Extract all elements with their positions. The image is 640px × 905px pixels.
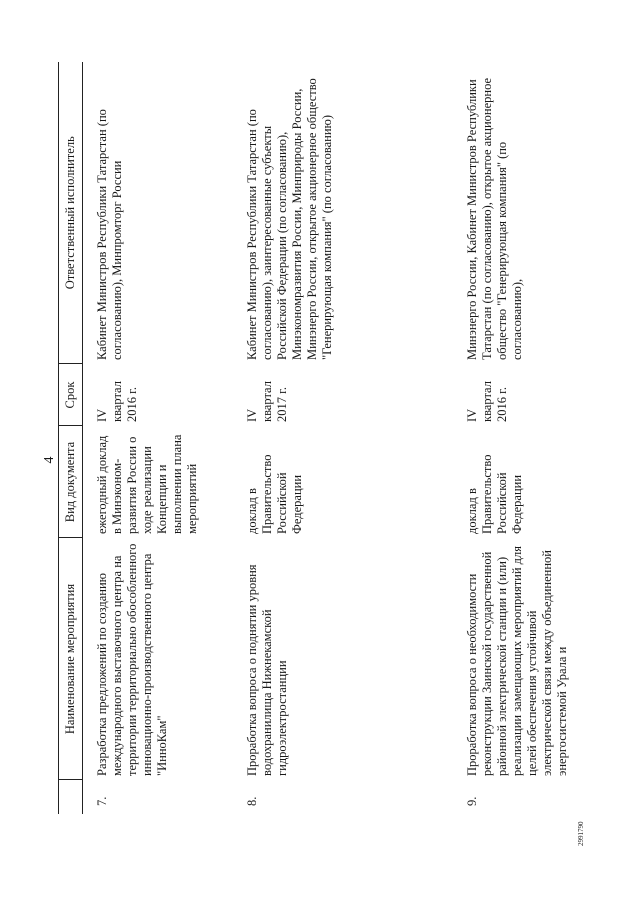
executor: Минэнерго России, Кабинет Министров Республики Татарстан (по согласованию), открытое акционерное общество "Генерирующая компания" (по согласованию), bbox=[464, 77, 524, 360]
deadline: IV квартал 2016 г. bbox=[464, 381, 509, 422]
executor: Кабинет Министров Республики Татарстан (по согласованию), заинтересованные субъекты Российской Федерации (по согласованию), Минэкономразвития России, Минприроды России, Минэнерго России, открытое акционерное общество "Генерирующая компания" (по согласованию) bbox=[244, 78, 334, 360]
deadline: IV квартал 2016 г. bbox=[95, 381, 139, 422]
executor: Кабинет Министров Республики Татарстан (по согласованию), Минпромторг России bbox=[95, 109, 124, 360]
header-measure-name: Наименование мероприятия bbox=[59, 538, 83, 780]
row-number: 9. bbox=[464, 796, 479, 806]
measure-name: Разработка предложений по созданию международного выставочного центра на территории территориально обособленного инновационно-производственного центра "ИнноКам" bbox=[95, 543, 169, 776]
deadline: IV квартал 2017 г. bbox=[244, 381, 289, 422]
document-type: ежегодный доклад в Минэкономразвития России о ходе реализации Концепции и выполнении плана мероприятий bbox=[95, 434, 199, 534]
header-document-type: Вид документа bbox=[59, 426, 83, 538]
header-deadline: Срок bbox=[59, 364, 83, 426]
measure-name: Проработка вопроса о необходимости реконструкции Заинской государственной районной электрической станции и (или) реализации замещающих мероприятий для целей обеспечения устойчивой электрической связи между объединенной энергосистемой Урала и bbox=[464, 545, 569, 776]
header-number bbox=[59, 780, 83, 814]
rotated-page bbox=[40, 52, 600, 852]
page-number: 4 bbox=[42, 456, 57, 464]
measures-table bbox=[58, 62, 576, 814]
document-type: доклад в Правительство Российской Федерации bbox=[464, 454, 524, 534]
header-executor: Ответственный исполнитель bbox=[59, 62, 83, 364]
row-number: 7. bbox=[95, 796, 109, 806]
table-row bbox=[233, 62, 453, 814]
table-row bbox=[453, 62, 576, 814]
table-header-row bbox=[59, 62, 83, 814]
measure-name: Проработка вопроса о поднятии уровня водохранилища Нижнекамской гидроэлектростанции bbox=[244, 564, 289, 776]
row-number: 8. bbox=[244, 796, 259, 806]
document-type: доклад в Правительство Российской Федерации bbox=[244, 454, 304, 534]
document-code: 2991790 bbox=[577, 821, 585, 846]
table-row bbox=[83, 62, 233, 814]
